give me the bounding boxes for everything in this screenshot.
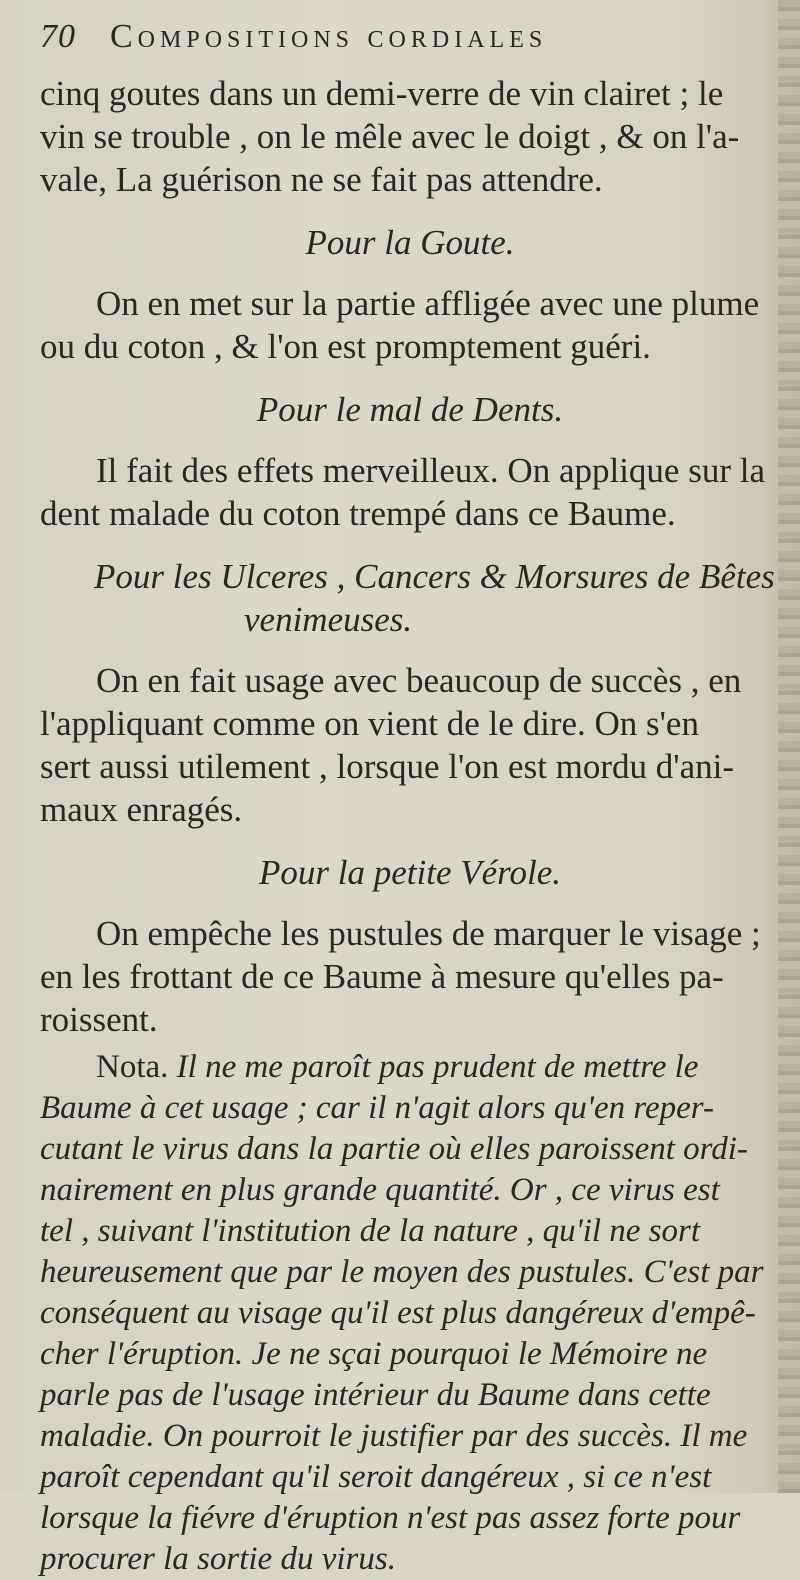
text-line: maladie. On pourroit le justifier par des succès. Il me: [40, 1418, 748, 1454]
nota-paragraph: [40, 1047, 780, 1580]
paragraph-ulceres: [40, 659, 780, 831]
text-line: cutant le virus dans la partie où elles paroissent ordi-: [40, 1131, 748, 1167]
section-heading-ulceres: [40, 555, 780, 641]
intro-paragraph: [40, 72, 780, 201]
heading-line: venimeuses.: [244, 600, 413, 639]
nota-first-text: Il ne me paroît pas prudent de mettre le: [176, 1049, 699, 1085]
nota-first-line: [40, 1047, 780, 1088]
text-line: procurer la sortie du virus.: [40, 1541, 396, 1577]
text-line: l'appliquant comme on vient de le dire. On s'en: [40, 704, 699, 743]
text-line: ou du coton , & l'on est promptement guéri.: [40, 327, 651, 366]
text-line: vin se trouble , on le mêle avec le doigt , & on l'a-: [40, 117, 740, 156]
text-line: roissent.: [40, 1000, 158, 1039]
text-line: parle pas de l'usage intérieur du Baume dans cette: [40, 1377, 711, 1413]
text-line: On en met sur la partie affligée avec une plume: [96, 284, 760, 323]
text-line: sert aussi utilement , lorsque l'on est mordu d'ani-: [40, 747, 735, 786]
text-line: maux enragés.: [40, 790, 243, 829]
paragraph-verole: [40, 912, 780, 1041]
text-line: cinq goutes dans un demi-verre de vin clairet ; le: [40, 74, 724, 113]
text-line: paroît cependant qu'il seroit dangéreux , si ce n'est: [40, 1459, 712, 1495]
text-line: On empêche les pustules de marquer le visage ;: [96, 914, 761, 953]
text-line: heureusement que par le moyen des pustules. C'est par: [40, 1254, 764, 1290]
text-line: nairement en plus grande quantité. Or , ce virus est: [40, 1172, 720, 1208]
page-number: 70: [40, 18, 76, 55]
nota-label: Nota.: [96, 1049, 169, 1085]
text-line: cher l'éruption. Je ne sçai pourquoi le Mémoire ne: [40, 1336, 708, 1372]
text-line: tel , suivant l'institution de la nature , qu'il ne sort: [40, 1213, 701, 1249]
page-header: [40, 18, 780, 72]
text-line: Baume à cet usage ; car il n'agit alors qu'en reper-: [40, 1090, 714, 1126]
text-line: Il fait des effets merveilleux. On applique sur la: [96, 451, 765, 490]
text-line: en les frottant de ce Baume à mesure qu'elles pa-: [40, 957, 724, 996]
section-heading-goute: Pour la Goute.: [305, 223, 515, 262]
paragraph-goute: [40, 282, 780, 368]
running-title: Compositions cordiales: [110, 18, 548, 55]
heading-line: Pour les Ulceres , Cancers & Morsures de Bêtes: [94, 557, 775, 596]
page-content: [40, 18, 780, 1580]
page-edge: [778, 0, 800, 1493]
section-heading-verole: Pour la petite Vérole.: [259, 853, 561, 892]
paragraph-dents: [40, 449, 780, 535]
text-line: dent malade du coton trempé dans ce Baume.: [40, 494, 676, 533]
text-line: conséquent au visage qu'il est plus dangéreux d'empê-: [40, 1295, 756, 1331]
text-line: vale, La guérison ne se fait pas attendre.: [40, 160, 603, 199]
text-line: On en fait usage avec beaucoup de succès , en: [96, 661, 742, 700]
section-heading-dents: Pour le mal de Dents.: [256, 390, 564, 429]
text-line: lorsque la fiévre d'éruption n'est pas assez forte pour: [40, 1500, 741, 1536]
